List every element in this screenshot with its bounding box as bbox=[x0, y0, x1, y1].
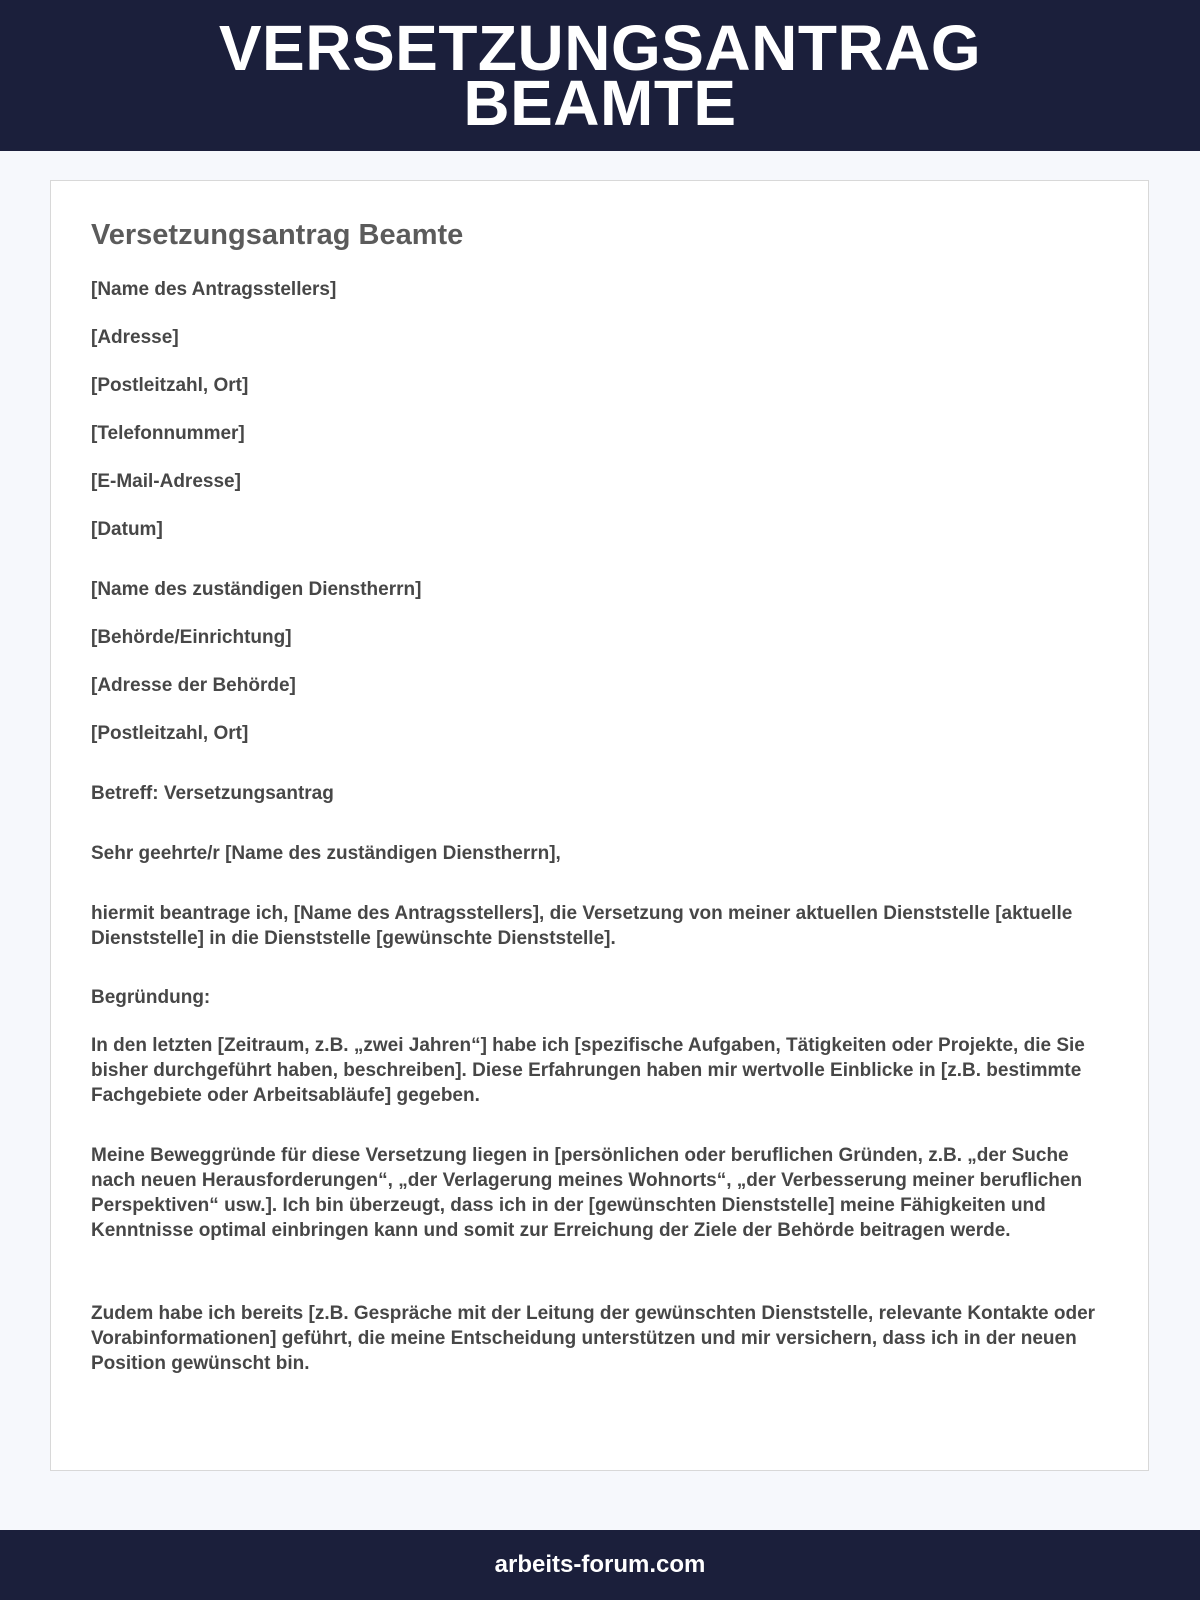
sender-email: [E-Mail-Adresse] bbox=[91, 471, 241, 492]
recipient-name: [Name des zuständigen Dienstherrn] bbox=[91, 579, 422, 600]
footer-bar bbox=[0, 1530, 1200, 1600]
sender-name: [Name des Antragsstellers] bbox=[91, 279, 337, 300]
sender-postal-city: [Postleitzahl, Ort] bbox=[91, 375, 249, 396]
letter-card bbox=[50, 180, 1149, 1471]
recipient-authority: [Behörde/Einrichtung] bbox=[91, 627, 292, 648]
footer-site-name: arbeits-forum.com bbox=[494, 1551, 706, 1578]
recipient-address: [Adresse der Behörde] bbox=[91, 675, 296, 696]
subject-line: Betreff: Versetzungsantrag bbox=[91, 783, 334, 804]
banner-title-line-2: BEAMTE bbox=[463, 66, 737, 139]
body-paragraph-3: Zudem habe ich bereits [z.B. Gespräche mit der Leitung der gewünschten Dienststelle, relevante Kontakte oder Vorabinformationen] geführt, die meine Entscheidung unterstützen und mir versichern, dass ich in der neuen Position gewünscht bin. bbox=[91, 1303, 1096, 1374]
banner-title-line-1: VERSETZUNGSANTRAG bbox=[218, 11, 982, 84]
intro-paragraph: hiermit beantrage ich, [Name des Antragsstellers], die Versetzung von meiner aktuellen Dienststelle [aktuelle Dienststelle] in die Dienststelle [gewünschte Dienststelle]. bbox=[91, 903, 1073, 949]
sender-address: [Adresse] bbox=[91, 327, 179, 348]
reason-heading: Begründung: bbox=[91, 987, 211, 1008]
document-title: Versetzungsantrag Beamte bbox=[91, 219, 464, 251]
salutation: Sehr geehrte/r [Name des zuständigen Dienstherrn], bbox=[91, 843, 561, 864]
body-paragraph-1: In den letzten [Zeitraum, z.B. „zwei Jahren“] habe ich [spezifische Aufgaben, Tätigkeiten oder Projekte, die Sie bisher durchgeführt haben, beschreiben]. Diese Erfahrungen haben mir wertvolle Einblicke in [z.B. bestimmte Fachgebiete oder Arbeitsabläufe] gegeben. bbox=[91, 1035, 1085, 1106]
header-banner bbox=[0, 0, 1200, 151]
body-paragraph-2: Meine Beweggründe für diese Versetzung liegen in [persönlichen oder beruflichen Gründen, z.B. „der Suche nach neuen Herausforderungen“, „der Verlagerung meines Wohnorts“, „der Verbesserung meiner beruflichen Perspektiven“ usw.]. Ich bin überzeugt, dass ich in der [gewünschten Dienststelle] meine Fähigkeiten und Kenntnisse optimal einbringen kann und somit zur Erreichung der Ziele der Behörde beitragen werde. bbox=[91, 1145, 1083, 1241]
letter-date: [Datum] bbox=[91, 519, 163, 540]
recipient-postal-city: [Postleitzahl, Ort] bbox=[91, 723, 249, 744]
sender-phone: [Telefonnummer] bbox=[91, 423, 245, 444]
